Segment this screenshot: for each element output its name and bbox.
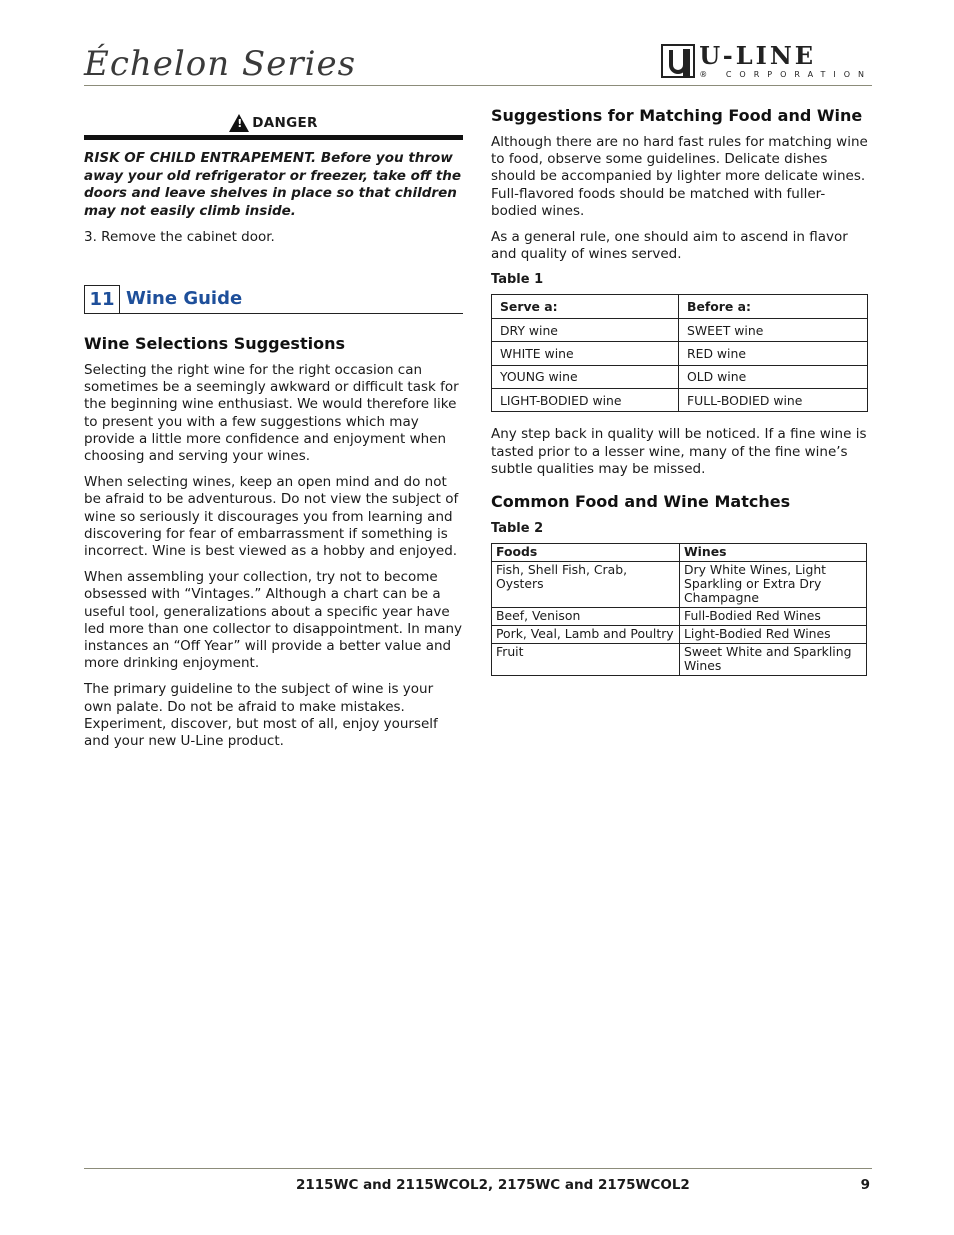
table-cell: Light-Bodied Red Wines xyxy=(680,625,867,643)
wine-selections-heading: Wine Selections Suggestions xyxy=(84,334,345,353)
table-cell: YOUNG wine xyxy=(492,365,679,388)
danger-label: DANGER xyxy=(252,115,318,131)
logo-registered-mark: ® xyxy=(699,70,716,79)
table-cell: SWEET wine xyxy=(679,318,868,341)
paragraph: As a general rule, one should aim to ascend in flavor and quality of wines served. xyxy=(491,229,848,263)
table-row xyxy=(492,388,868,411)
table-row xyxy=(492,342,868,365)
table-row xyxy=(492,365,868,388)
table-cell: Beef, Venison xyxy=(492,607,680,625)
table-row xyxy=(492,607,867,625)
page-footer xyxy=(84,1168,872,1194)
table-header-row xyxy=(492,295,868,318)
table-cell: DRY wine xyxy=(492,318,679,341)
common-matches-heading: Common Food and Wine Matches xyxy=(491,491,791,511)
table-cell: FULL-BODIED wine xyxy=(679,388,868,411)
table-cell: OLD wine xyxy=(679,365,868,388)
step-remove-door: 3. Remove the cabinet door. xyxy=(84,229,275,245)
left-column xyxy=(84,100,463,750)
matching-heading: Suggestions for Matching Food and Wine xyxy=(491,106,863,125)
series-title: Échelon Series xyxy=(84,44,357,84)
table-cell: Full-Bodied Red Wines xyxy=(680,607,867,625)
u-line-logo-icon xyxy=(661,44,695,78)
table-cell: WHITE wine xyxy=(492,342,679,365)
page-header xyxy=(84,40,872,86)
danger-warning-text: RISK OF CHILD ENTRAPEMENT. Before you throw away your old refrigerator or freezer, take off the doors and leave shelves in place so that children may not easily climb inside. xyxy=(84,150,462,219)
table-header-cell: Wines xyxy=(680,543,867,561)
paragraph: When selecting wines, keep an open mind and do not be afraid to be adventurous. Do not view the subject of wine so seriously it discourages you from learning and discovering for fear of embarrassment if something is incorrect. Wine is best viewed as a hobby and enjoyed. xyxy=(84,474,459,560)
paragraph: Although there are no hard fast rules for matching wine to food, observe some guidelines. Delicate dishes should be accompanied by lighter more delicate wines. Full-flavored foods should be matched with fuller-bodied wines. xyxy=(491,134,868,219)
warning-triangle-icon: ! xyxy=(229,114,249,132)
table-row xyxy=(492,561,867,607)
u-line-logo xyxy=(661,41,872,82)
table-header-cell: Before a: xyxy=(679,295,868,318)
footer-models: 2115WC and 2115WCOL2, 2175WC and 2175WCOL2 xyxy=(296,1177,690,1193)
paragraph: The primary guideline to the subject of wine is your own palate. Do not be afraid to make mistakes. Experiment, discover, but most of all, enjoy yourself and your new U-Line product. xyxy=(84,681,438,750)
danger-banner xyxy=(84,100,463,140)
logo-corporation-text: CORPORATION xyxy=(725,70,872,79)
table-row xyxy=(492,625,867,643)
section-number: 11 xyxy=(84,285,120,314)
paragraph: When assembling your collection, try not to become obsessed with “Vintages.” Although a chart can be a useful tool, generalizations about a specific year have led more than one collector to disappointment. In many instances an “Off Year” will provide a better value and more drinking enjoyment. xyxy=(84,569,463,672)
section-heading xyxy=(84,285,463,314)
table1-label: Table 1 xyxy=(491,272,544,288)
logo-word: U-LINE xyxy=(699,41,817,70)
table-header-cell: Serve a: xyxy=(492,295,679,318)
paragraph: Any step back in quality will be noticed. If a fine wine is tasted prior to a lesser wine, many of the fine wine’s subtle qualities may be missed. xyxy=(491,426,867,477)
logo-corporation xyxy=(699,70,872,79)
section-title: Wine Guide xyxy=(126,288,243,309)
table2-label: Table 2 xyxy=(491,520,544,536)
page-number: 9 xyxy=(860,1177,870,1193)
table-cell: Fish, Shell Fish, Crab, Oysters xyxy=(492,561,680,607)
table2 xyxy=(491,543,867,676)
table1 xyxy=(491,294,868,412)
table-cell: Sweet White and Sparkling Wines xyxy=(680,643,867,675)
table-cell: Dry White Wines, Light Sparkling or Extra Dry Champagne xyxy=(680,561,867,607)
table-cell: Pork, Veal, Lamb and Poultry xyxy=(492,625,680,643)
table-cell: Fruit xyxy=(492,643,680,675)
table-cell: LIGHT-BODIED wine xyxy=(492,388,679,411)
table-row xyxy=(492,643,867,675)
table-header-row xyxy=(492,543,867,561)
table-row xyxy=(492,318,868,341)
right-column xyxy=(491,100,868,676)
paragraph: Selecting the right wine for the right occasion can sometimes be a seemingly awkward or difficult task for the beginning wine enthusiast. We would therefore like to present you with a few suggestions which may provide a little more confidence and enjoyment when choosing and serving your wines. xyxy=(84,362,459,465)
table-header-cell: Foods xyxy=(492,543,680,561)
table-cell: RED wine xyxy=(679,342,868,365)
